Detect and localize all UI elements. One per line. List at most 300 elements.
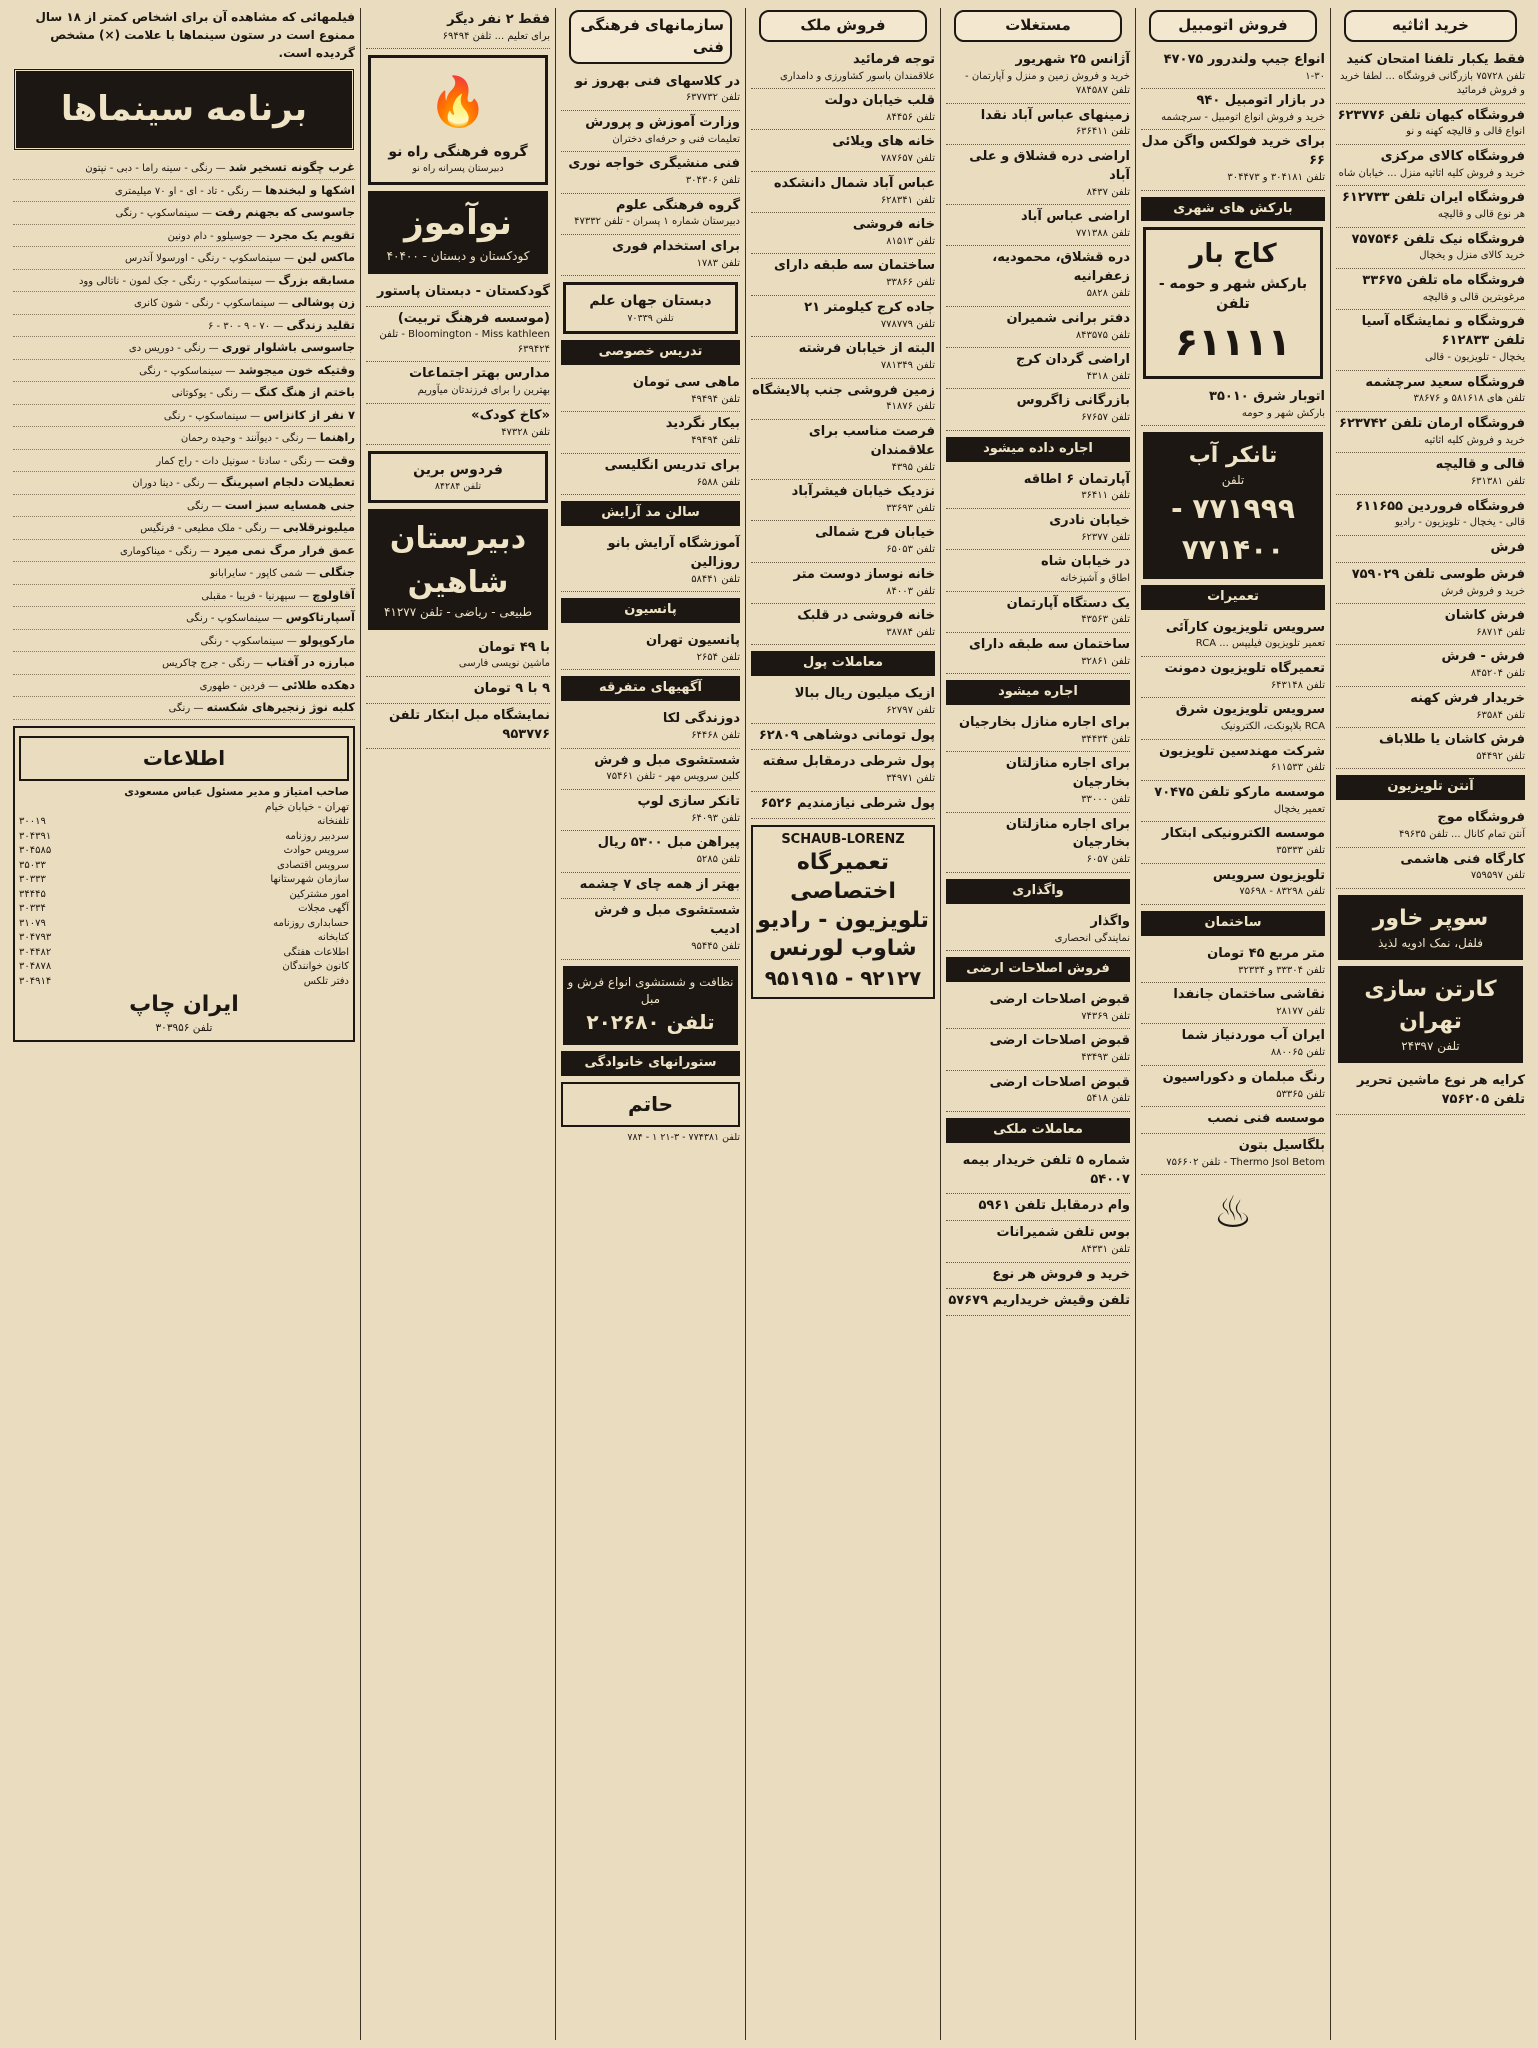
film-title: وقتیکه خون میجوشد <box>238 362 355 377</box>
film-listing: جاسوسی باشلوار توری — رنگی - دوریس دی <box>13 337 355 360</box>
list-item <box>366 704 550 750</box>
ad-body: تلفن ۴۹۴۹۴ <box>691 393 740 405</box>
ad-title: فروشگاه ارمان تلفن ۶۲۳۷۴۲ <box>1339 415 1525 431</box>
ad-title: البته از خیابان فرشته <box>798 341 935 357</box>
list-item <box>946 752 1130 812</box>
section-banner: سالن مد آرایش <box>561 501 740 526</box>
ad-phone: ۷۷۱۹۹۹ - ۷۷۱۴۰۰ <box>1171 492 1295 567</box>
ad-body: تلفن ۳۳۸۶۶ <box>886 277 935 289</box>
list-item <box>1336 453 1525 494</box>
ad-title: برای استخدام فوری <box>612 238 740 254</box>
ad-title: نمایشگاه مبل ابتکار تلفن ۹۵۳۷۷۶ <box>388 707 550 742</box>
list-item <box>366 636 550 677</box>
film-listing: وقتیکه خون میجوشد — سینماسکوپ - رنگی <box>13 360 355 383</box>
ad-body: قالی - یخچال - تلویزیون - رادیو <box>1395 517 1525 529</box>
film-details: سینماسکوپ - رنگی <box>115 208 199 220</box>
ad-title: فروشگاه سعید سرچشمه <box>1365 374 1525 390</box>
list-item <box>1141 89 1325 130</box>
ad-box <box>368 191 548 274</box>
ad-title: پیراهن مبل ۵۳۰۰ ریال <box>597 835 740 851</box>
list-item <box>1141 48 1325 89</box>
phone-number: ۳۰۴۴۸۲ <box>19 946 52 958</box>
film-listing: تقویم یک مجرد — جوسیلوو - دام دونین <box>13 225 355 248</box>
ad-body: خرید و فروش کلیه اثاثیه منزل ... خیابان شاه <box>1338 167 1525 179</box>
list-item <box>1336 687 1525 728</box>
section-banner: تعمیرات <box>1141 585 1325 610</box>
ad-title: فروشگاه موج <box>1437 810 1525 826</box>
film-listing: راهنما — رنگی - دیوآنند - وحیده رحمان <box>13 427 355 450</box>
list-item <box>366 307 550 363</box>
list-item <box>561 152 740 193</box>
film-listing: تعطیلات دلجام اسپرینگ — رنگی - دینا دوران <box>13 472 355 495</box>
film-listing: آسپارتاکوس — سینماسکوپ - رنگی <box>13 607 355 630</box>
ad-body: تلفن ۵۳۳۶۵ <box>1276 1088 1325 1100</box>
ad-body: تلفن ۶۵۰۵۳ <box>886 544 935 556</box>
list-item <box>946 1029 1130 1070</box>
ad-body: ۱-۳۰ <box>1305 70 1325 82</box>
list-item <box>561 111 740 152</box>
list-item <box>1336 495 1525 536</box>
ad-body: تلفن ۸۴۳۳۱ <box>1081 1244 1130 1256</box>
ad-title: موسسه فنی نصب <box>1207 1111 1325 1127</box>
ad-body: تلفن ۱۷۸۳ <box>696 257 740 269</box>
phone-row <box>19 815 349 830</box>
ad-title: اراضی گردان کرج <box>1015 352 1130 367</box>
ad-title: متر مربع ۴۵ تومان <box>1207 945 1325 961</box>
list-item <box>561 532 740 592</box>
address-line: تهران - خیابان خیام <box>264 801 349 814</box>
film-title: عمق فرار مرگ نمی میرد <box>213 542 355 557</box>
ad-subtitle: بارکش شهر و حومه - تلفن <box>1158 276 1308 313</box>
ad-body: تلفن ۳۳۰۰۰ <box>1081 794 1130 806</box>
film-listing: آقاولوچ — سپهرنیا - فریبا - مقبلی <box>13 585 355 608</box>
ad-title: اتوبار شرق ۳۵۰۱۰ <box>1209 388 1325 404</box>
ad-body: Bloomington - Miss kathleen - تلفن ۶۳۹۴۲۴ <box>379 329 550 355</box>
ad-title: اراضی عباس آباد <box>1020 209 1130 225</box>
ad-body: تلفن ۳۳۶۹۳ <box>886 502 935 514</box>
ad-title: تعمیرگاه اختصاصی تلویزیون - رادیو شاوب لورنس <box>757 850 929 962</box>
list-item <box>946 509 1130 550</box>
film-listing: عمق فرار مرگ نمی میرد — رنگی - میناکوماری <box>13 540 355 563</box>
ad-title: خیابان فرح شمالی <box>815 525 935 541</box>
list-item <box>1141 1134 1325 1175</box>
section-banner: ستورانهای خانوادگی <box>561 1051 740 1076</box>
ad-body: تلفن ۸۱۵۱۳ <box>886 235 935 247</box>
ad-title: دره قشلاق، محمودیه، زعفرانیه <box>992 250 1130 285</box>
ad-title: تلویزیون سرویس <box>1212 867 1325 883</box>
ad-body: تلفن ۴۹۴۹۴ <box>691 435 740 447</box>
ad-title: «کاخ کودک» <box>471 407 550 423</box>
ad-title: اراضی دره قشلاق و علی آباد <box>969 148 1130 183</box>
ad-body: تلفن ۸۴۵۲۰۴ <box>1470 668 1525 680</box>
ad-title: عباس آباد شمال دانشکده <box>773 175 935 191</box>
ad-body: تلفن ۵۸۲۸ <box>1086 288 1130 300</box>
ad-body: مرغوبترین قالی و قالیچه <box>1422 291 1525 303</box>
ad-body: تلفن ۸۴۳۷ <box>1086 186 1130 198</box>
section-banner: آگهیهای متفرقه <box>561 676 740 701</box>
ad-title: پول شرطی نیازمندیم ۶۵۲۶ <box>760 795 935 811</box>
list-item <box>1141 1024 1325 1065</box>
ad-title: مدارس بهتر اجتماعات <box>409 366 550 382</box>
ad-body: تلفن ۵۲۸۵ <box>696 854 740 866</box>
ad-body: تلفن ۴۳۱۸ <box>1086 370 1130 382</box>
ad-body: تلفن ۳۵۳۳۳ <box>1276 845 1325 857</box>
film-listing: جاسوسی که بجهنم رفت — سینماسکوپ - رنگی <box>13 202 355 225</box>
film-title: جاسوسی که بجهنم رفت <box>215 205 355 220</box>
phone-label: آگهی مجلات <box>298 903 349 915</box>
brand-logo: SCHAUB-LORENZ <box>781 831 905 847</box>
ad-body: تلفن ۳۲۸۶۱ <box>1081 655 1130 667</box>
ad-title: ساختمان سه طبقه دارای <box>968 636 1130 652</box>
ad-body: دبیرستان پسرانه راه نو <box>412 163 504 175</box>
ad-body: کلین سرویس مهر - تلفن ۷۵۴۶۱ <box>606 771 740 783</box>
film-title: ماکس لین <box>297 250 355 265</box>
film-details: فردین - طهوری <box>199 680 266 692</box>
phone-number: ۳۰۴۸۷۸ <box>19 961 52 973</box>
ad-title: فروشگاه کالای مرکزی <box>1380 148 1525 164</box>
film-details: جوسیلوو - دام دونین <box>167 230 253 242</box>
film-details: شمی کاپور - سایرابانو <box>210 568 303 580</box>
list-item <box>946 910 1130 951</box>
list-item <box>561 707 740 748</box>
list-item <box>1336 371 1525 412</box>
list-item <box>751 563 935 604</box>
list-item <box>946 1263 1130 1290</box>
list-item <box>751 379 935 420</box>
film-details: سینماسکوپ - رنگی <box>200 635 284 647</box>
ad-body: تلفن ۷۸۷۶۵۷ <box>880 153 935 165</box>
ad-title: شستشوی مبل و فرش <box>594 752 740 768</box>
film-details: سینماسکوپ - رنگی - جک لمون - ناتالی وود <box>78 275 263 287</box>
ad-title: قبوض اصلاحات ارضی <box>989 991 1130 1007</box>
phone-list <box>19 815 349 989</box>
ad-body: خرید و فروش فرش <box>1441 585 1525 597</box>
ad-body: انواع قالی و قالیچه کهنه و نو <box>1406 126 1525 138</box>
cinema-notice: فیلمهائی که مشاهده آن برای اشخاص کمتر از ۱۸ سال ممنوع است در ستون سینماها با علامت (×) مشخص گردیده است. <box>35 10 355 60</box>
list-item <box>751 604 935 645</box>
ad-title: تعمیرگاه تلویزیون دمونت <box>1164 660 1325 676</box>
list-item <box>946 145 1130 205</box>
ad-body: طبیعی - ریاضی - تلفن ۴۱۲۷۷ <box>383 605 533 620</box>
ad-title: جاده کرج کیلومتر ۲۱ <box>804 299 935 315</box>
ad-title: فرش کاشان یا طلاباف <box>1378 732 1525 748</box>
phone-row <box>19 859 349 874</box>
ad-body: تلفن ۳۳۳۰۴ و ۳۲۳۳۴ <box>1238 964 1325 976</box>
column-cinema <box>8 8 360 2040</box>
list-item <box>1141 385 1325 426</box>
list-item <box>561 454 740 495</box>
ad-body: برای تعلیم ... تلفن ۶۹۴۹۴ <box>442 30 550 42</box>
section-banner: فروش اصلاحات ارضی <box>946 957 1130 982</box>
ad-body: تلفن ۶۸۷۱۴ <box>1476 626 1525 638</box>
ad-body: تلفن ۳۴۹۷۱ <box>886 773 935 785</box>
ad-body: تلفن ۷۵۷۲۸ بازرگانی فروشگاه ... لطفا خرید و فروش فرمائید <box>1339 70 1525 97</box>
film-title: جنی همسایه سبز است <box>224 497 355 512</box>
ad-body: تلفن ۸۸۰۰۶۵ <box>1270 1047 1325 1059</box>
ad-phone: ۶۱۱۱۱ <box>1175 319 1291 364</box>
film-listing: اشکها و لبخندها — رنگی - تاد - ای - او ۷۰ میلیمتری <box>13 180 355 203</box>
newspaper-page <box>8 8 1530 2040</box>
film-details: رنگی - دیوآنند - وحیده رحمان <box>180 433 304 445</box>
ad-title: شستشوی مبل و فرش ادیب <box>594 903 740 938</box>
film-title: آسپارتاکوس <box>285 610 355 625</box>
film-title: راهنما <box>319 430 355 445</box>
ad-box <box>1338 966 1523 1063</box>
ad-phone: ۹۲۱۲۷ - ۹۵۱۹۱۵ <box>764 965 922 990</box>
ad-title: بیکار نگردید <box>665 416 740 432</box>
list-item <box>1336 536 1525 563</box>
ad-title: آپارتمان ۶ اطاقه <box>1023 471 1130 487</box>
ad-title: بوس تلفن شمیرانات <box>996 1225 1130 1241</box>
ad-title: ماهی سی تومان <box>632 375 740 391</box>
printer-phone: تلفن ۳۰۳۹۵۶ <box>155 1022 213 1035</box>
phone-row <box>19 844 349 859</box>
list-item <box>561 629 740 670</box>
ad-body: تلفن ۵۴۱۸ <box>1086 1093 1130 1105</box>
phone-number: ۳۵۰۳۳ <box>19 859 46 871</box>
section-banner: سازمانهای فرهنگی فنی <box>569 10 732 64</box>
list-item <box>751 792 935 819</box>
phone-row <box>19 946 349 961</box>
list-item <box>1336 269 1525 310</box>
list-item <box>1336 228 1525 269</box>
list-item <box>561 70 740 111</box>
film-details: رنگی - جرج چاکریس <box>162 658 250 670</box>
ad-body: خرید و فروش انواع اتومبیل - سرچشمه <box>1161 111 1325 123</box>
ad-title: خانه فروشی در قلبک <box>797 608 935 624</box>
ad-body: تلفن ۶۳۶۴۱۱ <box>1075 126 1130 138</box>
ad-body: تلفن ۳۰۴۳۰۶ <box>685 175 740 187</box>
ad-body: تلفن ۶۳۵۸۴ <box>1476 709 1525 721</box>
list-item <box>946 104 1130 145</box>
ad-title: واگذار <box>1090 913 1130 929</box>
film-details: رنگی <box>168 703 191 715</box>
list-item <box>946 1071 1130 1112</box>
ad-body: تلفن ۹۵۴۴۵ <box>691 941 740 953</box>
masthead <box>13 726 355 1043</box>
film-listing: مسابقه بزرگ — سینماسکوپ - رنگی - جک لمون - ناتالی وود <box>13 270 355 293</box>
ad-title: قلب خیابان دولت <box>824 93 935 109</box>
ad-title: خیابان نادری <box>1049 512 1130 528</box>
ad-title: کارتن سازی تهران <box>1364 977 1497 1035</box>
ad-title: فرش کاشان <box>1444 608 1525 624</box>
section-banner: ساختمان <box>1141 911 1325 936</box>
list-item <box>751 420 935 480</box>
ad-body: تلفن ۴۱۸۷۶ <box>886 401 935 413</box>
list-item <box>751 750 935 791</box>
ad-title: انواع جیپ ولندرور ۴۷۰۷۵ <box>1163 51 1325 67</box>
ad-title: برای خرید فولکس واگن مدل ۶۶ <box>1141 134 1325 169</box>
list-item <box>751 337 935 378</box>
owner-line: صاحب امتیاز و مدیر مسئول عباس مسعودی <box>124 785 349 798</box>
film-listing: میلیونرقلابی — رنگی - ملک مطیعی - فرنگیس <box>13 517 355 540</box>
list-item <box>751 254 935 295</box>
section-banner: واگذاری <box>946 879 1130 904</box>
ad-body: تلفن ۶۳۱۳۸۱ <box>1470 476 1525 488</box>
list-item <box>946 550 1130 591</box>
ad-title: با ۴۹ تومان <box>478 639 550 655</box>
film-details: رنگی - ملک مطیعی - فرنگیس <box>140 523 267 535</box>
section-banner: خرید اثاثیه <box>1344 10 1517 42</box>
film-title: اشکها و لبخندها <box>265 182 355 197</box>
ad-body: تلفن ۸۴۲۸۴ <box>434 481 482 493</box>
list-item <box>1141 822 1325 863</box>
ad-body: تلفن ۳۰۴۱۸۱ و ۳۰۴۴۷۳ <box>1227 172 1325 184</box>
phone-label: امور مشترکین <box>289 888 349 900</box>
phone-label: سازمان شهرستانها <box>270 874 349 886</box>
ad-title: گروه فرهنگی علوم <box>616 197 740 213</box>
section-banner: تدریس خصوصی <box>561 340 740 365</box>
film-details: ۷۰ - ۹ - ۳۰ - ۶ <box>207 320 271 332</box>
ad-body: تلفن ۶۷۶۵۷ <box>1081 412 1130 424</box>
ad-body: خرید و فروش زمین و منزل و آپارتمان - تلفن ۷۸۴۵۸۷ <box>965 70 1130 97</box>
ad-title: تانکر سازی لوپ <box>637 793 740 809</box>
ad-body: تلفن ۴۳۹۵ <box>891 461 935 473</box>
ad-title: فروشگاه و نمایشگاه آسیا تلفن ۶۱۲۸۳۳ <box>1361 314 1525 349</box>
film-listing: دهکده طلائی — فردین - طهوری <box>13 675 355 698</box>
ad-title: پول شرطی درمقابل سفته <box>762 754 935 770</box>
film-title: جاسوسی باشلوار توری <box>221 340 355 355</box>
phone-row <box>19 931 349 946</box>
ad-body: تلفن ۷۰۳۳۹ <box>627 312 674 324</box>
list-item <box>751 130 935 171</box>
list-item <box>751 213 935 254</box>
film-listing: ۷ نفر از کانزاس — سینماسکوپ - رنگی <box>13 405 355 428</box>
ad-title: تانکر آب <box>1188 443 1278 469</box>
ad-title: فروشگاه فروردین ۶۱۱۶۵۵ <box>1355 498 1525 514</box>
list-item <box>561 831 740 872</box>
film-title: تقویم یک مجرد <box>269 227 355 242</box>
ad-title: فرش <box>1490 539 1525 555</box>
ad-title: پانسیون تهران <box>645 633 740 649</box>
list-item <box>1336 563 1525 604</box>
ad-title: شماره ۵ تلفن خریدار بیمه ۵۴۰۰۷ <box>962 1152 1130 1187</box>
list-item <box>1141 864 1325 905</box>
ad-body: تلفن های ۵۸۱۶۱۸ و ۳۸۶۷۶ <box>1413 393 1525 405</box>
film-details: سینماسکوپ - رنگی <box>163 410 247 422</box>
film-details: رنگی - یوکوتانی <box>171 388 238 400</box>
ad-title: فرصت مناسب برای علاقمندان <box>808 423 935 458</box>
ad-body: تلفن ۷۸۱۳۴۹ <box>880 360 935 371</box>
film-title: کلبه نوژ زنجیرهای شکسته <box>206 700 355 715</box>
ad-title: ساختمان سه طبقه دارای <box>773 258 935 274</box>
list-item <box>946 1221 1130 1262</box>
ad-body: خرید کالای منزل و یخچال <box>1419 250 1525 262</box>
film-title: ۷ نفر از کانزاس <box>263 407 355 422</box>
ad-body: تلفن ۶۵۸۸ <box>696 476 740 488</box>
ad-body: تلفن ۲۶۵۴ <box>696 651 740 663</box>
ad-title: فقط یکبار تلفنا امتحان کنید <box>1346 51 1525 67</box>
phone-label: کتابخانه <box>317 932 349 944</box>
ad-body: تلفن ۸۳۲۹۸ - ۷۵۶۹۸ <box>1239 886 1325 898</box>
phone-label: سردبیر روزنامه <box>285 830 349 842</box>
film-listing: ماکس لین — سینماسکوپ - رنگی - اورسولا آندرس <box>13 247 355 270</box>
ad-title: دوزندگی لکا <box>662 711 740 727</box>
ad-title: قبوض اصلاحات ارضی <box>989 1033 1130 1049</box>
film-details: سپهرنیا - فریبا - مقبلی <box>201 590 296 602</box>
list-item <box>751 724 935 751</box>
ad-title: برای اجاره منازلتان بخارجیان <box>1005 816 1130 851</box>
list-item <box>1336 412 1525 453</box>
ad-body: تلفن ۷۷۱۳۸۸ <box>1075 227 1130 239</box>
ad-box <box>1143 432 1323 578</box>
ad-subtitle: تلفن ۲۴۳۹۷ <box>1401 1039 1460 1054</box>
ad-title: توجه فرمائید <box>852 51 935 67</box>
ad-title: خرید و فروش هر نوع <box>992 1266 1130 1282</box>
ad-body: تعمیر یخچال <box>1273 803 1325 815</box>
ad-title: شرکت مهندسین تلویزیون <box>1159 743 1325 759</box>
ad-title: برای اجاره منازل بخارجیان <box>958 715 1130 731</box>
list-item <box>1336 145 1525 186</box>
film-title: غرب چگونه تسخیر شد <box>228 160 355 175</box>
ad-title: قبوض اصلاحات ارضی <box>989 1074 1130 1090</box>
ad-title: فقط ۲ نفر دیگر <box>447 12 550 27</box>
phone-number: ۳۰۴۵۸۵ <box>19 845 52 857</box>
film-listing: مارکوپولو — سینماسکوپ - رنگی <box>13 630 355 653</box>
ad-box <box>368 55 548 185</box>
list-item <box>561 412 740 453</box>
list-item <box>1141 983 1325 1024</box>
ad-title: در بازار اتومبیل ۹۴۰ <box>1196 93 1325 109</box>
film-listing: وقت — رنگی - سادنا - سونیل دات - راج کمار <box>13 450 355 473</box>
ad-subtitle: تلفن <box>1221 473 1245 488</box>
ad-body: تلفن ۷۴۳۶۹ <box>1081 1010 1130 1022</box>
ad-title: بازرگانی زاگروس <box>1016 393 1130 409</box>
newspaper-logo: اطلاعات <box>19 736 349 781</box>
film-title: تقلید زندگی <box>286 317 355 332</box>
list-item <box>561 749 740 790</box>
list-item <box>751 480 935 521</box>
ad-title: فرش طوسی تلفن ۷۵۹۰۲۹ <box>1351 566 1525 582</box>
list-item <box>751 172 935 213</box>
list-item <box>946 1289 1130 1316</box>
list-item <box>1141 1066 1325 1107</box>
list-item <box>751 682 935 723</box>
section-banner: فروش ملک <box>759 10 927 42</box>
list-item <box>1141 942 1325 983</box>
ad-title: وام درمقابل تلفن ۵۹۶۱ <box>978 1198 1130 1214</box>
phone-label: سرویس اقتصادی <box>276 859 349 871</box>
list-item <box>366 8 550 49</box>
list-item <box>946 711 1130 752</box>
ad-title: نظافت و شستشوی انواع فرش و مبل <box>567 974 734 1007</box>
phone-number: ۳۰۳۳۴ <box>19 903 46 915</box>
ad-title: سرویس تلویزیون کارآئی <box>1165 619 1325 635</box>
ad-title: دبستان جهان علم <box>589 293 712 310</box>
ad-title: موسسه مارکو تلفن ۷۰۴۷۵ <box>1154 784 1325 800</box>
film-details: رنگی <box>186 500 209 512</box>
ad-title: خانه های ویلائی <box>832 134 935 150</box>
film-title: وقت <box>328 452 355 467</box>
phone-row <box>19 902 349 917</box>
list-item <box>561 790 740 831</box>
ad-title: آژانس ۲۵ شهریور <box>1015 51 1130 67</box>
ad-body: تلفن ۶۴۰۹۳ <box>691 812 740 824</box>
ad-body: اطاق و آشپزخانه <box>1060 573 1130 585</box>
phone-row <box>19 830 349 845</box>
ad-title: زمینهای عباس آباد نقدا <box>980 107 1130 123</box>
film-details: رنگی - تاد - ای - او ۷۰ میلیمتری <box>114 185 249 197</box>
ad-title: در کلاسهای فنی بهروز نو <box>575 73 740 89</box>
list-item <box>946 348 1130 389</box>
torch-icon: 🔥 <box>428 74 488 131</box>
film-details: رنگی - دینا دوران <box>132 478 205 490</box>
phone-number: ۳۰۴۷۹۳ <box>19 932 52 944</box>
column-education <box>555 8 745 2040</box>
ad-body: RCA بلاپونکت، الکترونیک <box>1220 721 1325 733</box>
phone-label: دفتر تلکس <box>303 975 349 987</box>
film-title: مارکوپولو <box>299 632 355 647</box>
